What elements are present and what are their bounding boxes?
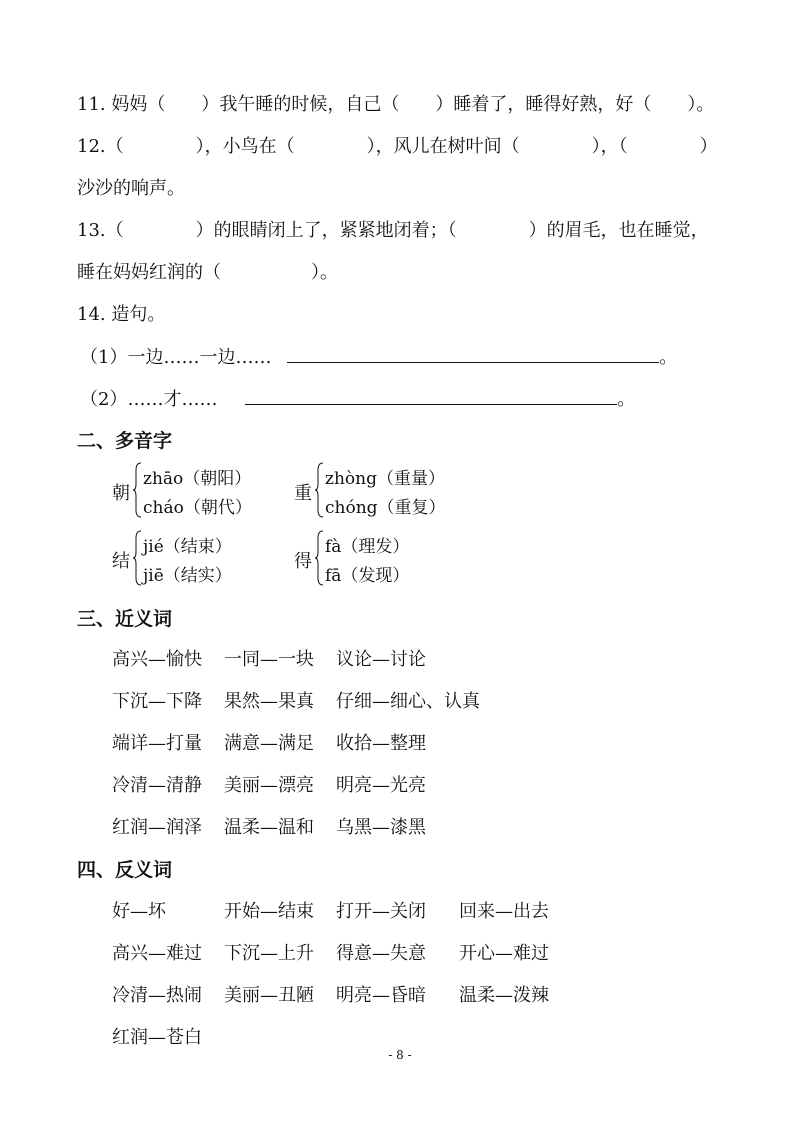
page-number: - 8 -: [388, 1048, 412, 1062]
polyphone-reading-1: fà（理发）: [325, 537, 410, 557]
polyphone-reading-2: chóng（重复）: [325, 498, 446, 518]
brace-icon: [133, 462, 142, 518]
polyphone-group: [112, 462, 272, 522]
polyphone-group: [294, 462, 454, 522]
question-12-line1: 12.（ ），小鸟在（ ），风儿在树叶间（ ），（ ）: [77, 136, 718, 157]
sentence-2-period: 。: [617, 389, 636, 410]
section-4-title: 四、反义词: [77, 859, 173, 881]
polyphone-reading-1: jié（结束）: [143, 537, 232, 557]
synonym-pair: 满意—满足: [224, 733, 314, 754]
polyphone-group: [294, 530, 454, 590]
antonym-pair: 好—坏: [112, 901, 166, 922]
synonym-pair: 仔细—细心、认真: [336, 691, 480, 712]
question-14: 14. 造句。: [77, 304, 166, 325]
synonym-pair: 明亮—光亮: [336, 775, 426, 796]
antonym-pair: 高兴—难过: [112, 943, 202, 964]
antonym-pair: 开心—难过: [459, 943, 549, 964]
antonym-pair: 得意—失意: [336, 943, 426, 964]
question-13-line1: 13.（ ）的眼睛闭上了，紧紧地闭着；（ ）的眉毛，也在睡觉，: [77, 220, 709, 241]
section-2-title: 二、多音字: [77, 430, 173, 452]
section-3-title: 三、近义词: [77, 608, 173, 630]
synonym-pair: 下沉—下降: [112, 691, 202, 712]
synonym-pair: 温柔—温和: [224, 817, 314, 838]
synonym-pair: 收拾—整理: [336, 733, 426, 754]
synonym-pair: 端详—打量: [112, 733, 202, 754]
synonym-pair: 高兴—愉快: [112, 649, 202, 670]
sentence-2-label: （2）……才……: [80, 389, 218, 410]
polyphone-reading-2: fā（发现）: [325, 566, 410, 586]
synonym-pair: 冷清—清静: [112, 775, 202, 796]
antonym-pair: 打开—关闭: [336, 901, 426, 922]
antonym-pair: 开始—结束: [224, 901, 314, 922]
question-13-line2: 睡在妈妈红润的（ ）。: [77, 262, 338, 283]
synonym-pair: 果然—果真: [224, 691, 314, 712]
sentence-2-answer-line[interactable]: [245, 387, 617, 405]
brace-icon: [315, 462, 324, 518]
sentence-2: [80, 385, 635, 411]
antonym-pair: 明亮—昏暗: [336, 985, 426, 1006]
sentence-1-period: 。: [659, 347, 678, 368]
antonym-pair: 回来—出去: [459, 901, 549, 922]
sentence-1-answer-line[interactable]: [287, 345, 659, 363]
polyphone-char: 朝: [112, 483, 130, 504]
synonym-pair: 议论—讨论: [336, 649, 426, 670]
antonym-pair: 下沉—上升: [224, 943, 314, 964]
antonym-pair: 冷清—热闹: [112, 985, 202, 1006]
polyphone-group: [112, 530, 272, 590]
brace-icon: [133, 530, 142, 586]
polyphone-reading-2: cháo（朝代）: [143, 498, 252, 518]
question-11: 11. 妈妈（ ）我午睡的时候，自己（ ）睡着了，睡得好熟，好（ ）。: [77, 94, 715, 115]
brace-icon: [315, 530, 324, 586]
synonym-pair: 红润—润泽: [112, 817, 202, 838]
antonym-pair: 美丽—丑陋: [224, 985, 314, 1006]
polyphone-reading-1: zhāo（朝阳）: [143, 469, 252, 489]
antonym-pair: 红润—苍白: [112, 1027, 202, 1048]
polyphone-char: 得: [294, 551, 312, 572]
polyphone-reading-2: jiē（结实）: [143, 566, 232, 586]
sentence-1: [80, 343, 677, 369]
polyphone-char: 重: [294, 483, 312, 504]
question-12-line2: 沙沙的响声。: [77, 178, 185, 199]
polyphone-char: 结: [112, 551, 130, 572]
antonym-pair: 温柔—泼辣: [459, 985, 549, 1006]
sentence-1-label: （1）一边……一边……: [80, 347, 272, 368]
synonym-pair: 美丽—漂亮: [224, 775, 314, 796]
synonym-pair: 乌黑—漆黑: [336, 817, 426, 838]
synonym-pair: 一同—一块: [224, 649, 314, 670]
polyphone-reading-1: zhòng（重量）: [325, 469, 445, 489]
